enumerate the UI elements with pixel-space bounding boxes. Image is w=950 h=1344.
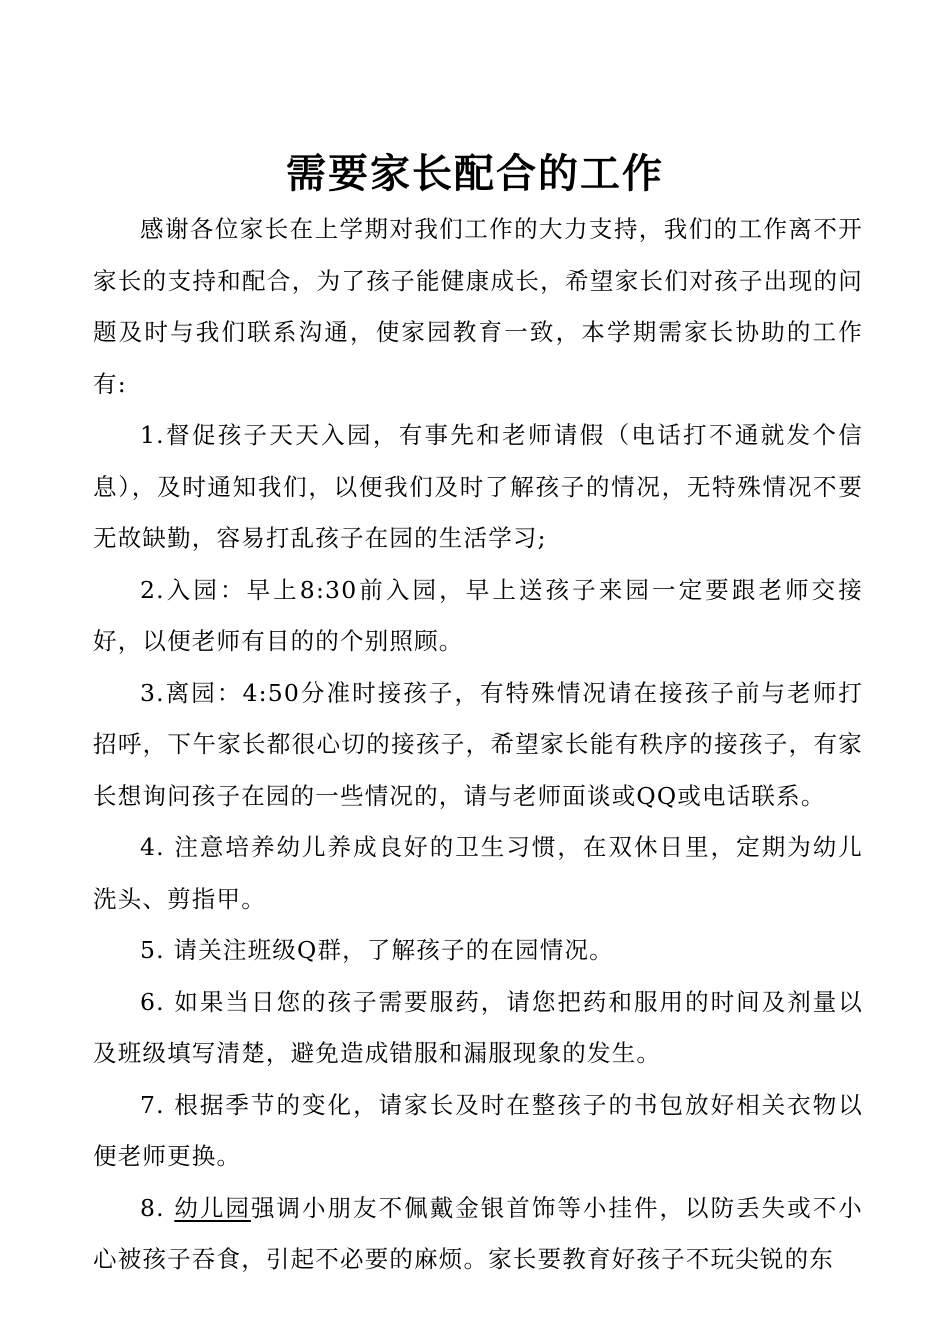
item-8-paragraph [93,1183,863,1286]
item-1-paragraph: 1.督促孩子天天入园，有事先和老师请假（电话打不通就发个信息），及时通知我们，以便我们及时了解孩子的情况，无特殊情况不要无故缺勤，容易打乱孩子在园的生活学习; [93,421,863,552]
document-title: 需要家长配合的工作 [286,150,664,197]
item-4-paragraph: 4. 注意培养幼儿养成良好的卫生习惯，在双休日里，定期为幼儿洗头、剪指甲。 [93,833,863,913]
item-7-paragraph: 7. 根据季节的变化，请家长及时在整孩子的书包放好相关衣物以便老师更换。 [93,1090,863,1170]
item-2-paragraph: 2.入园：早上8:30前入园，早上送孩子来园一定要跟老师交接好，以便老师有目的的个别照顾。 [93,575,863,655]
item-8-prefix: 8. [140,1193,175,1222]
item-8-underlined-term: 幼儿园 [174,1193,251,1222]
item-5-paragraph: 5. 请关注班级Q群，了解孩子的在园情况。 [140,936,614,964]
item-8-text: 强调小朋友不佩戴金银首饰等小挂件，以防丢失或不小心被孩子吞食，引起不必要的麻烦。家长要教育好孩子不玩尖锐的东 [93,1193,863,1273]
intro-paragraph: 感谢各位家长在上学期对我们工作的大力支持，我们的工作离不开家长的支持和配合，为了孩子能健康成长，希望家长们对孩子出现的问题及时与我们联系沟通，使家园教育一致，本学期需家长协助的工作有: [93,215,863,398]
document-body [93,204,863,1286]
item-3-paragraph: 3.离园：4:50分准时接孩子，有特殊情况请在接孩子前与老师打招呼，下午家长都很心切的接孩子，希望家长能有秩序的接孩子，有家长想询问孩子在园的一些情况的，请与老师面谈或QQ或电话联系。 [93,678,863,810]
item-6-paragraph: 6. 如果当日您的孩子需要服药，请您把药和服用的时间及剂量以及班级填写清楚，避免造成错服和漏服现象的发生。 [93,987,863,1067]
